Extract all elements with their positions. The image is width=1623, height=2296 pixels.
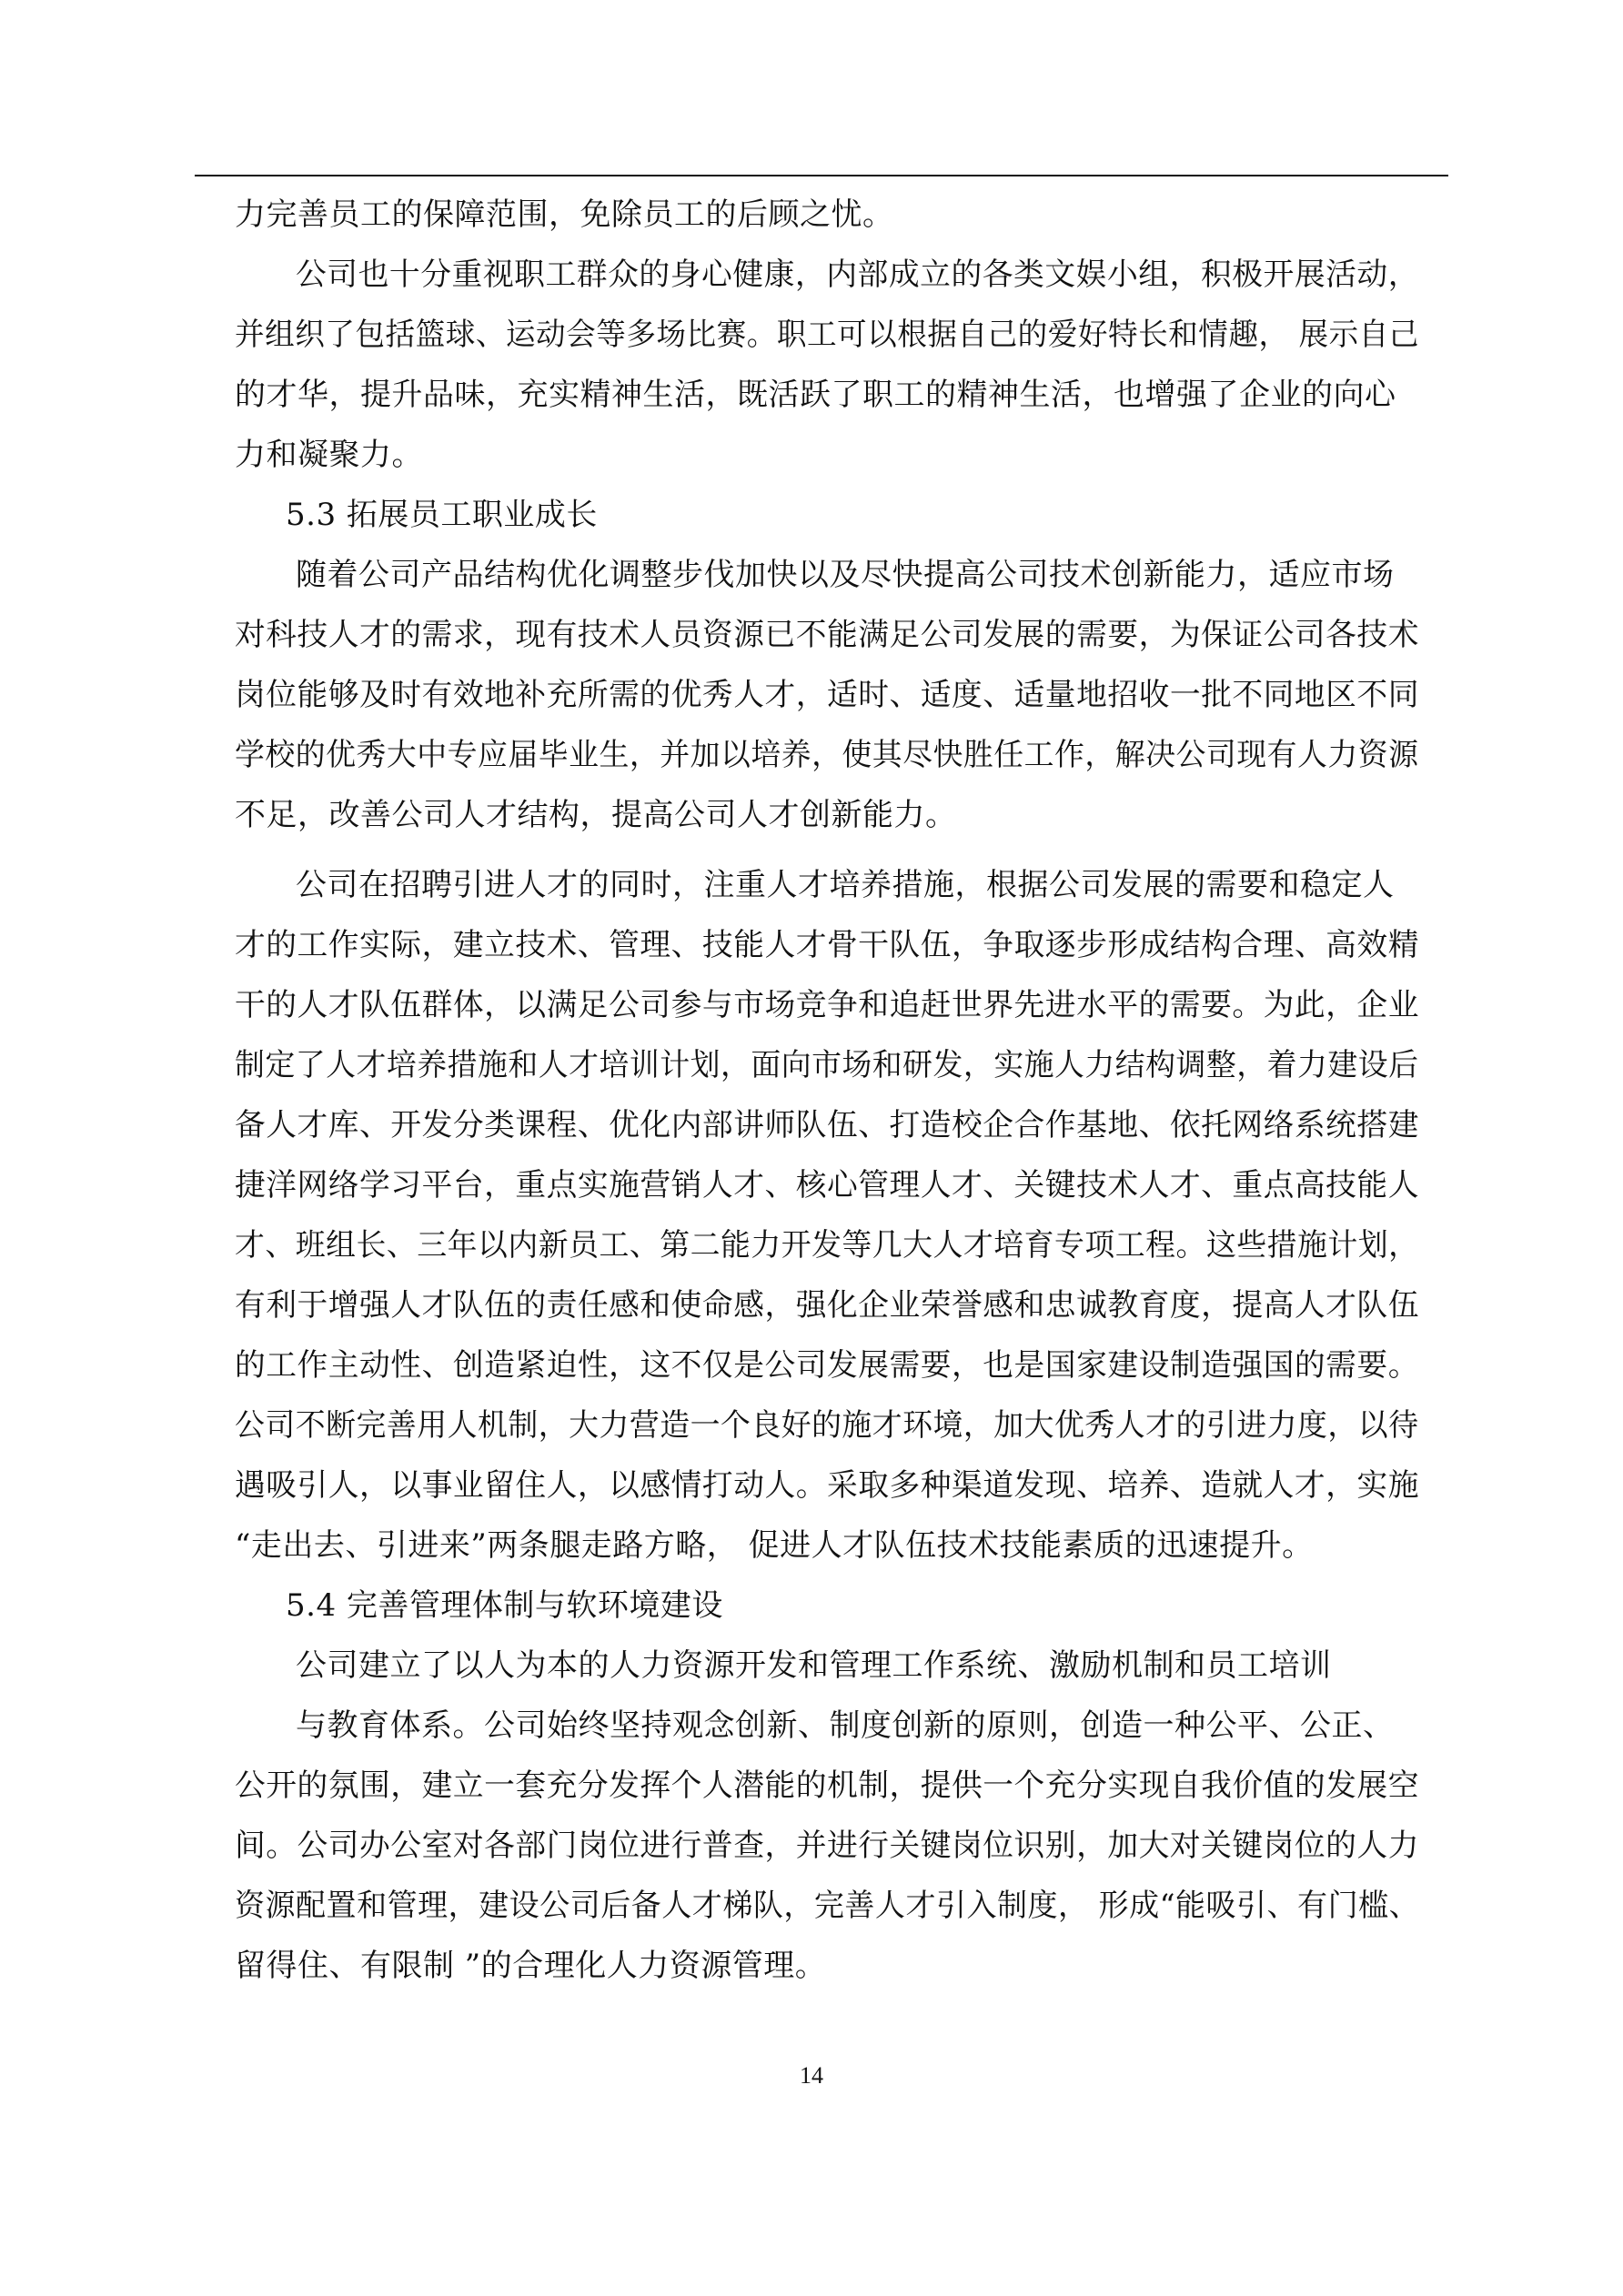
page-number: 14 — [800, 2062, 823, 2089]
text-line: 力完善员工的保障范围，免除员工的后顾之忧。 — [235, 196, 894, 233]
text-line: 学校的优秀大中专应届毕业生，并加以培养，使其尽快胜任工作，解决公司现有人力资源 — [235, 737, 1419, 773]
text-line: 公开的氛围，建立一套充分发挥个人潜能的机制，提供一个充分实现自我价值的发展空 — [235, 1767, 1419, 1804]
text-line: 间。公司办公室对各部门岗位进行普查，并进行关键岗位识别，加大对关键岗位的人力 — [235, 1828, 1419, 1864]
text-line: 的才华，提升品味，充实精神生活，既活跃了职工的精神生活，也增强了企业的向心 — [235, 377, 1396, 413]
text-line: 有利于增强人才队伍的责任感和使命感，强化企业荣誉感和忠诚教育度，提高人才队伍 — [235, 1287, 1419, 1324]
text-line: 对科技人才的需求，现有技术人员资源已不能满足公司发展的需要，为保证公司各技术 — [235, 617, 1419, 653]
text-line: 资源配置和管理，建设公司后备人才梯队，完善人才引入制度， 形成“能吸引、有门槛、 — [235, 1888, 1420, 1924]
section-heading: 5.3 拓展员工职业成长 — [286, 497, 598, 533]
text-line: 公司建立了以人为本的人力资源开发和管理工作系统、激励机制和员工培训 — [296, 1647, 1332, 1684]
text-line: 的工作主动性、创造紧迫性，这不仅是公司发展需要，也是国家建设制造强国的需要。 — [235, 1347, 1419, 1384]
text-line: 干的人才队伍群体，以满足公司参与市场竞争和追赶世界先进水平的需要。为此，企业 — [235, 987, 1419, 1023]
text-line: “走出去、引进来”两条腿走路方略， 促进人才队伍技术技能素质的迅速提升。 — [235, 1527, 1314, 1564]
text-line: 力和凝聚力。 — [235, 437, 423, 473]
text-line: 公司在招聘引进人才的同时，注重人才培养措施，根据公司发展的需要和稳定人 — [296, 867, 1395, 903]
header-rule — [195, 175, 1448, 176]
text-line: 公司不断完善用人机制，大力营造一个良好的施才环境，加大优秀人才的引进力度，以待 — [235, 1407, 1419, 1444]
text-line: 随着公司产品结构优化调整步伐加快以及尽快提高公司技术创新能力，适应市场 — [296, 557, 1395, 593]
text-line: 才的工作实际，建立技术、管理、技能人才骨干队伍，争取逐步形成结构合理、高效精 — [235, 927, 1419, 963]
section-heading: 5.4 完善管理体制与软环境建设 — [286, 1587, 723, 1624]
text-line: 备人才库、开发分类课程、优化内部讲师队伍、打造校企合作基地、依托网络系统搭建 — [235, 1107, 1419, 1143]
text-line: 遇吸引人，以事业留住人，以感情打动人。采取多种渠道发现、培养、造就人才，实施 — [235, 1467, 1419, 1504]
text-line: 并组织了包括篮球、运动会等多场比赛。职工可以根据自己的爱好特长和情趣， 展示自己 — [235, 317, 1419, 353]
text-line: 岗位能够及时有效地补充所需的优秀人才，适时、适度、适量地招收一批不同地区不同 — [235, 677, 1419, 713]
text-line: 制定了人才培养措施和人才培训计划，面向市场和研发，实施人力结构调整，着力建设后 — [235, 1047, 1419, 1083]
text-line: 才、班组长、三年以内新员工、第二能力开发等几大人才培育专项工程。这些措施计划， — [235, 1227, 1419, 1264]
text-line: 公司也十分重视职工群众的身心健康，内部成立的各类文娱小组，积极开展活动， — [296, 257, 1420, 293]
text-line: 与教育体系。公司始终坚持观念创新、制度创新的原则，创造一种公平、公正、 — [296, 1707, 1395, 1744]
text-line: 不足，改善公司人才结构，提高公司人才创新能力。 — [235, 797, 957, 833]
text-line: 留得住、有限制 ”的合理化人力资源管理。 — [235, 1948, 827, 1984]
text-line: 捷洋网络学习平台，重点实施营销人才、核心管理人才、关键技术人才、重点高技能人 — [235, 1167, 1419, 1203]
